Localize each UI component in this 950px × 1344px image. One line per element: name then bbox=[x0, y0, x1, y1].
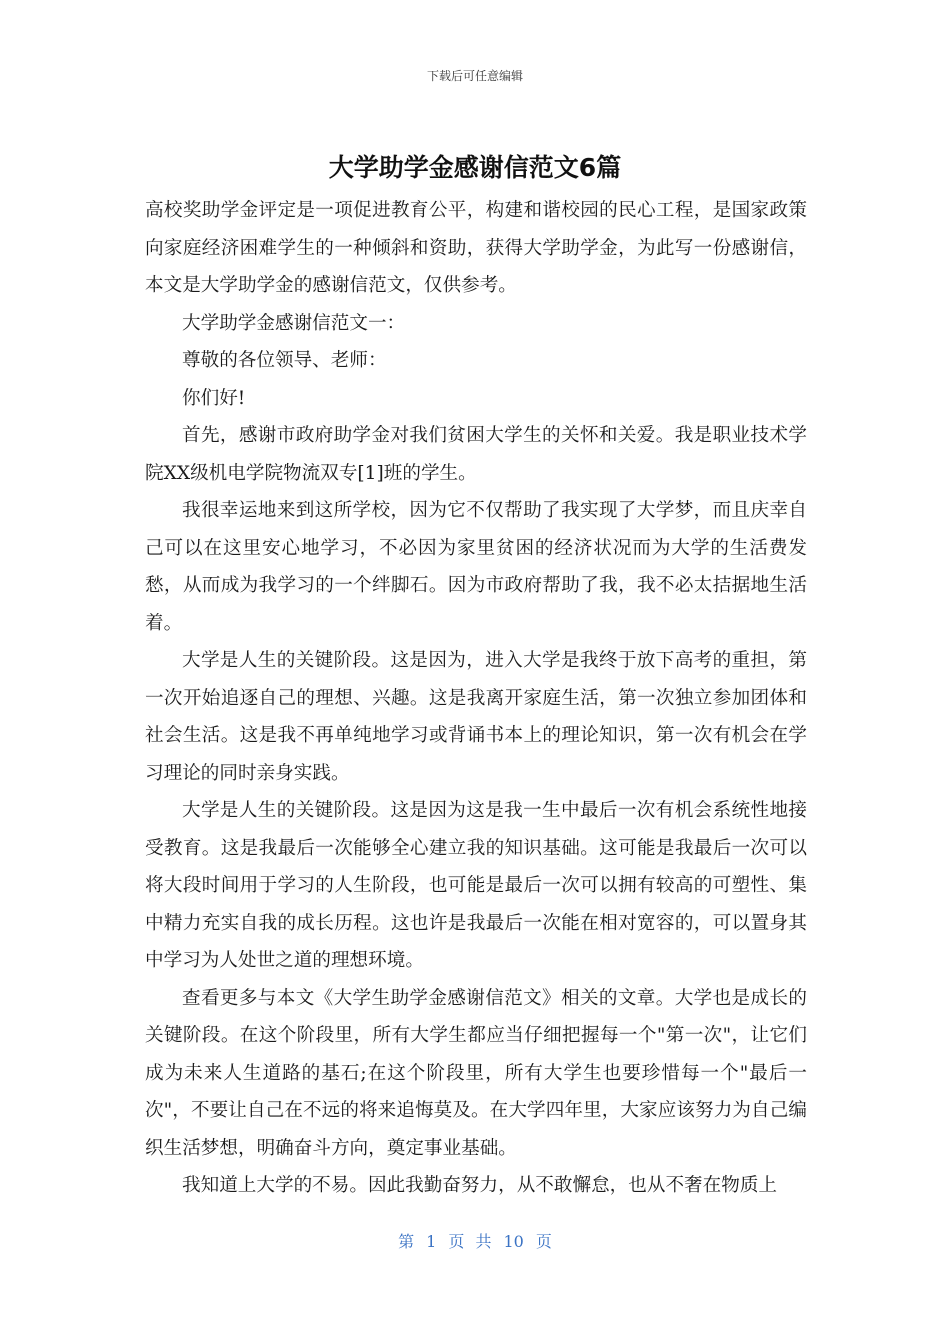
body-paragraph: 我很幸运地来到这所学校，因为它不仅帮助了我实现了大学梦，而且庆幸自己可以在这里安心地学习，不必因为家里贫困的经济状况而为大学的生活费发愁，从而成为我学习的一个绊脚石。因为市政府帮助了我，我不必太拮据地生活着。 bbox=[145, 500, 807, 634]
header-note: 下载后可任意编辑 bbox=[426, 69, 523, 83]
body-paragraph: 查看更多与本文《大学生助学金感谢信范文》相关的文章。大学也是成长的关键阶段。在这个阶段里，所有大学生都应当仔细把握每一个"第一次"，让它们成为未来人生道路的基石;在这个阶段里，所有大学生也要珍惜每一个"最后一次"，不要让自己在不远的将来追悔莫及。在大学四年里，大家应该努力为自己编织生活梦想，明确奋斗方向，奠定事业基础。 bbox=[145, 987, 807, 1159]
salutation: 尊敬的各位领导、老师： bbox=[182, 350, 387, 371]
footer-suffix: 页 bbox=[535, 1232, 552, 1251]
footer-middle: 页 共 bbox=[448, 1232, 492, 1251]
body-paragraph: 我知道上大学的不易。因此我勤奋努力，从不敢懈怠，也从不奢在物质上 bbox=[182, 1175, 778, 1196]
body-paragraph: 大学是人生的关键阶段。这是因为这是我一生中最后一次有机会系统性地接受教育。这是我最后一次能够全心建立我的知识基础。这可能是我最后一次可以将大段时间用于学习的人生阶段，也可能是最后一次可以拥有较高的可塑性、集中精力充实自我的成长历程。这也许是我最后一次能在相对宽容的，可以置身其中学习为人处世之道的理想环境。 bbox=[145, 800, 807, 971]
section-heading: 大学助学金感谢信范文一： bbox=[182, 312, 406, 334]
document-body bbox=[145, 192, 807, 1205]
page-footer bbox=[0, 1229, 950, 1252]
body-paragraph: 大学是人生的关键阶段。这是因为，进入大学是我终于放下高考的重担，第一次开始追逐自己的理想、兴趣。这是我离开家庭生活，第一次独立参加团体和社会生活。这是我不再单纯地学习或背诵书本上的理论知识，第一次有机会在学习理论的同时亲身实践。 bbox=[145, 650, 807, 784]
footer-page-number: 1 bbox=[426, 1232, 437, 1251]
intro-paragraph: 高校奖助学金评定是一项促进教育公平，构建和谐校园的民心工程，是国家政策向家庭经济困难学生的一种倾斜和资助，获得大学助学金，为此写一份感谢信，本文是大学助学金的感谢信范文，仅供参考。 bbox=[145, 200, 807, 296]
body-paragraph: 首先，感谢市政府助学金对我们贫困大学生的关怀和关爱。我是职业技术学院XX级机电学院物流双专[1]班的学生。 bbox=[145, 425, 807, 484]
document-title: 大学助学金感谢信范文6篇 bbox=[328, 153, 622, 182]
greeting: 你们好! bbox=[182, 387, 246, 409]
footer-total-pages: 10 bbox=[503, 1232, 524, 1251]
footer-prefix: 第 bbox=[398, 1232, 415, 1251]
